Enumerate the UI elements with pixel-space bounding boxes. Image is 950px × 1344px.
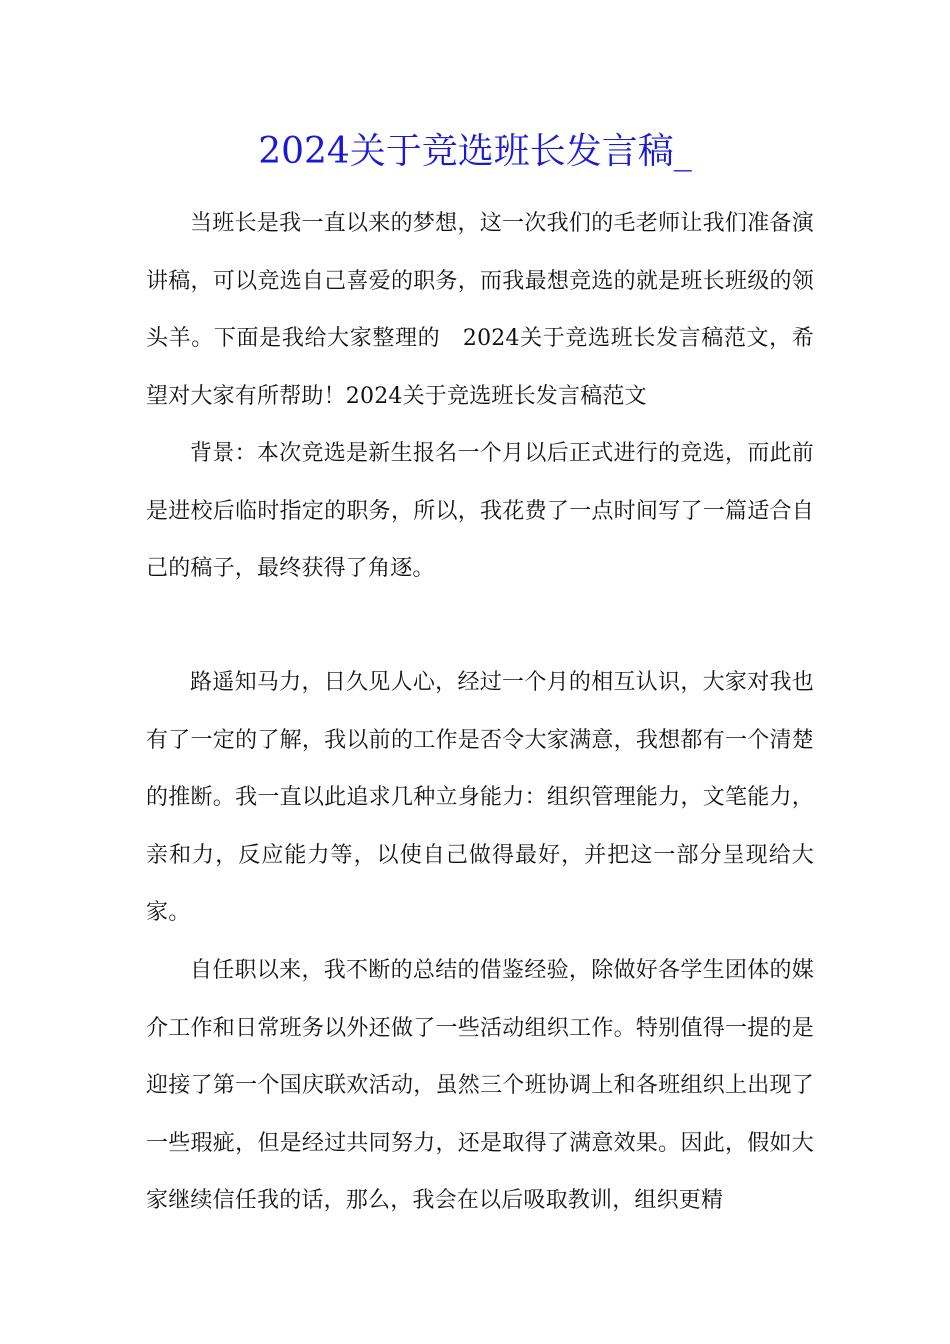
document-title: 2024关于竞选班长发言稿_ — [258, 131, 692, 172]
paragraph-intro: 当班长是我一直以来的梦想，这一次我们的毛老师让我们准备演讲稿，可以竞选自己喜爱的职务，而我最想竞选的就是班长班级的领头羊。下面是我给大家整理的 2024关于竞选班长发言稿范文，希望对大家有所帮助！2024关于竞选班长发言稿范文 — [146, 211, 814, 409]
paragraph-background: 背景：本次竞选是新生报名一个月以后正式进行的竞选，而此前是进校后临时指定的职务，所以，我花费了一点时间写了一篇适合自己的稿子，最终获得了角逐。 — [146, 441, 814, 581]
paragraph-experience: 自任职以来，我不断的总结的借鉴经验，除做好各学生团体的媒介工作和日常班务以外还做了一些活动组织工作。特别值得一提的是迎接了第一个国庆联欢活动，虽然三个班协调上和各班组织上出现了一些瑕疵，但是经过共同努力，还是取得了满意效果。因此，假如大家继续信任我的话，那么，我会在以后吸取教训，组织更精 — [146, 958, 814, 1213]
paragraph-abilities: 路遥知马力，日久见人心，经过一个月的相互认识，大家对我也有了一定的了解，我以前的工作是否令大家满意，我想都有一个清楚的推断。我一直以此追求几种立身能力：组织管理能力，文笔能力，亲和力，反应能力等，以使自己做得最好，并把这一部分呈现给大家。 — [146, 670, 814, 925]
